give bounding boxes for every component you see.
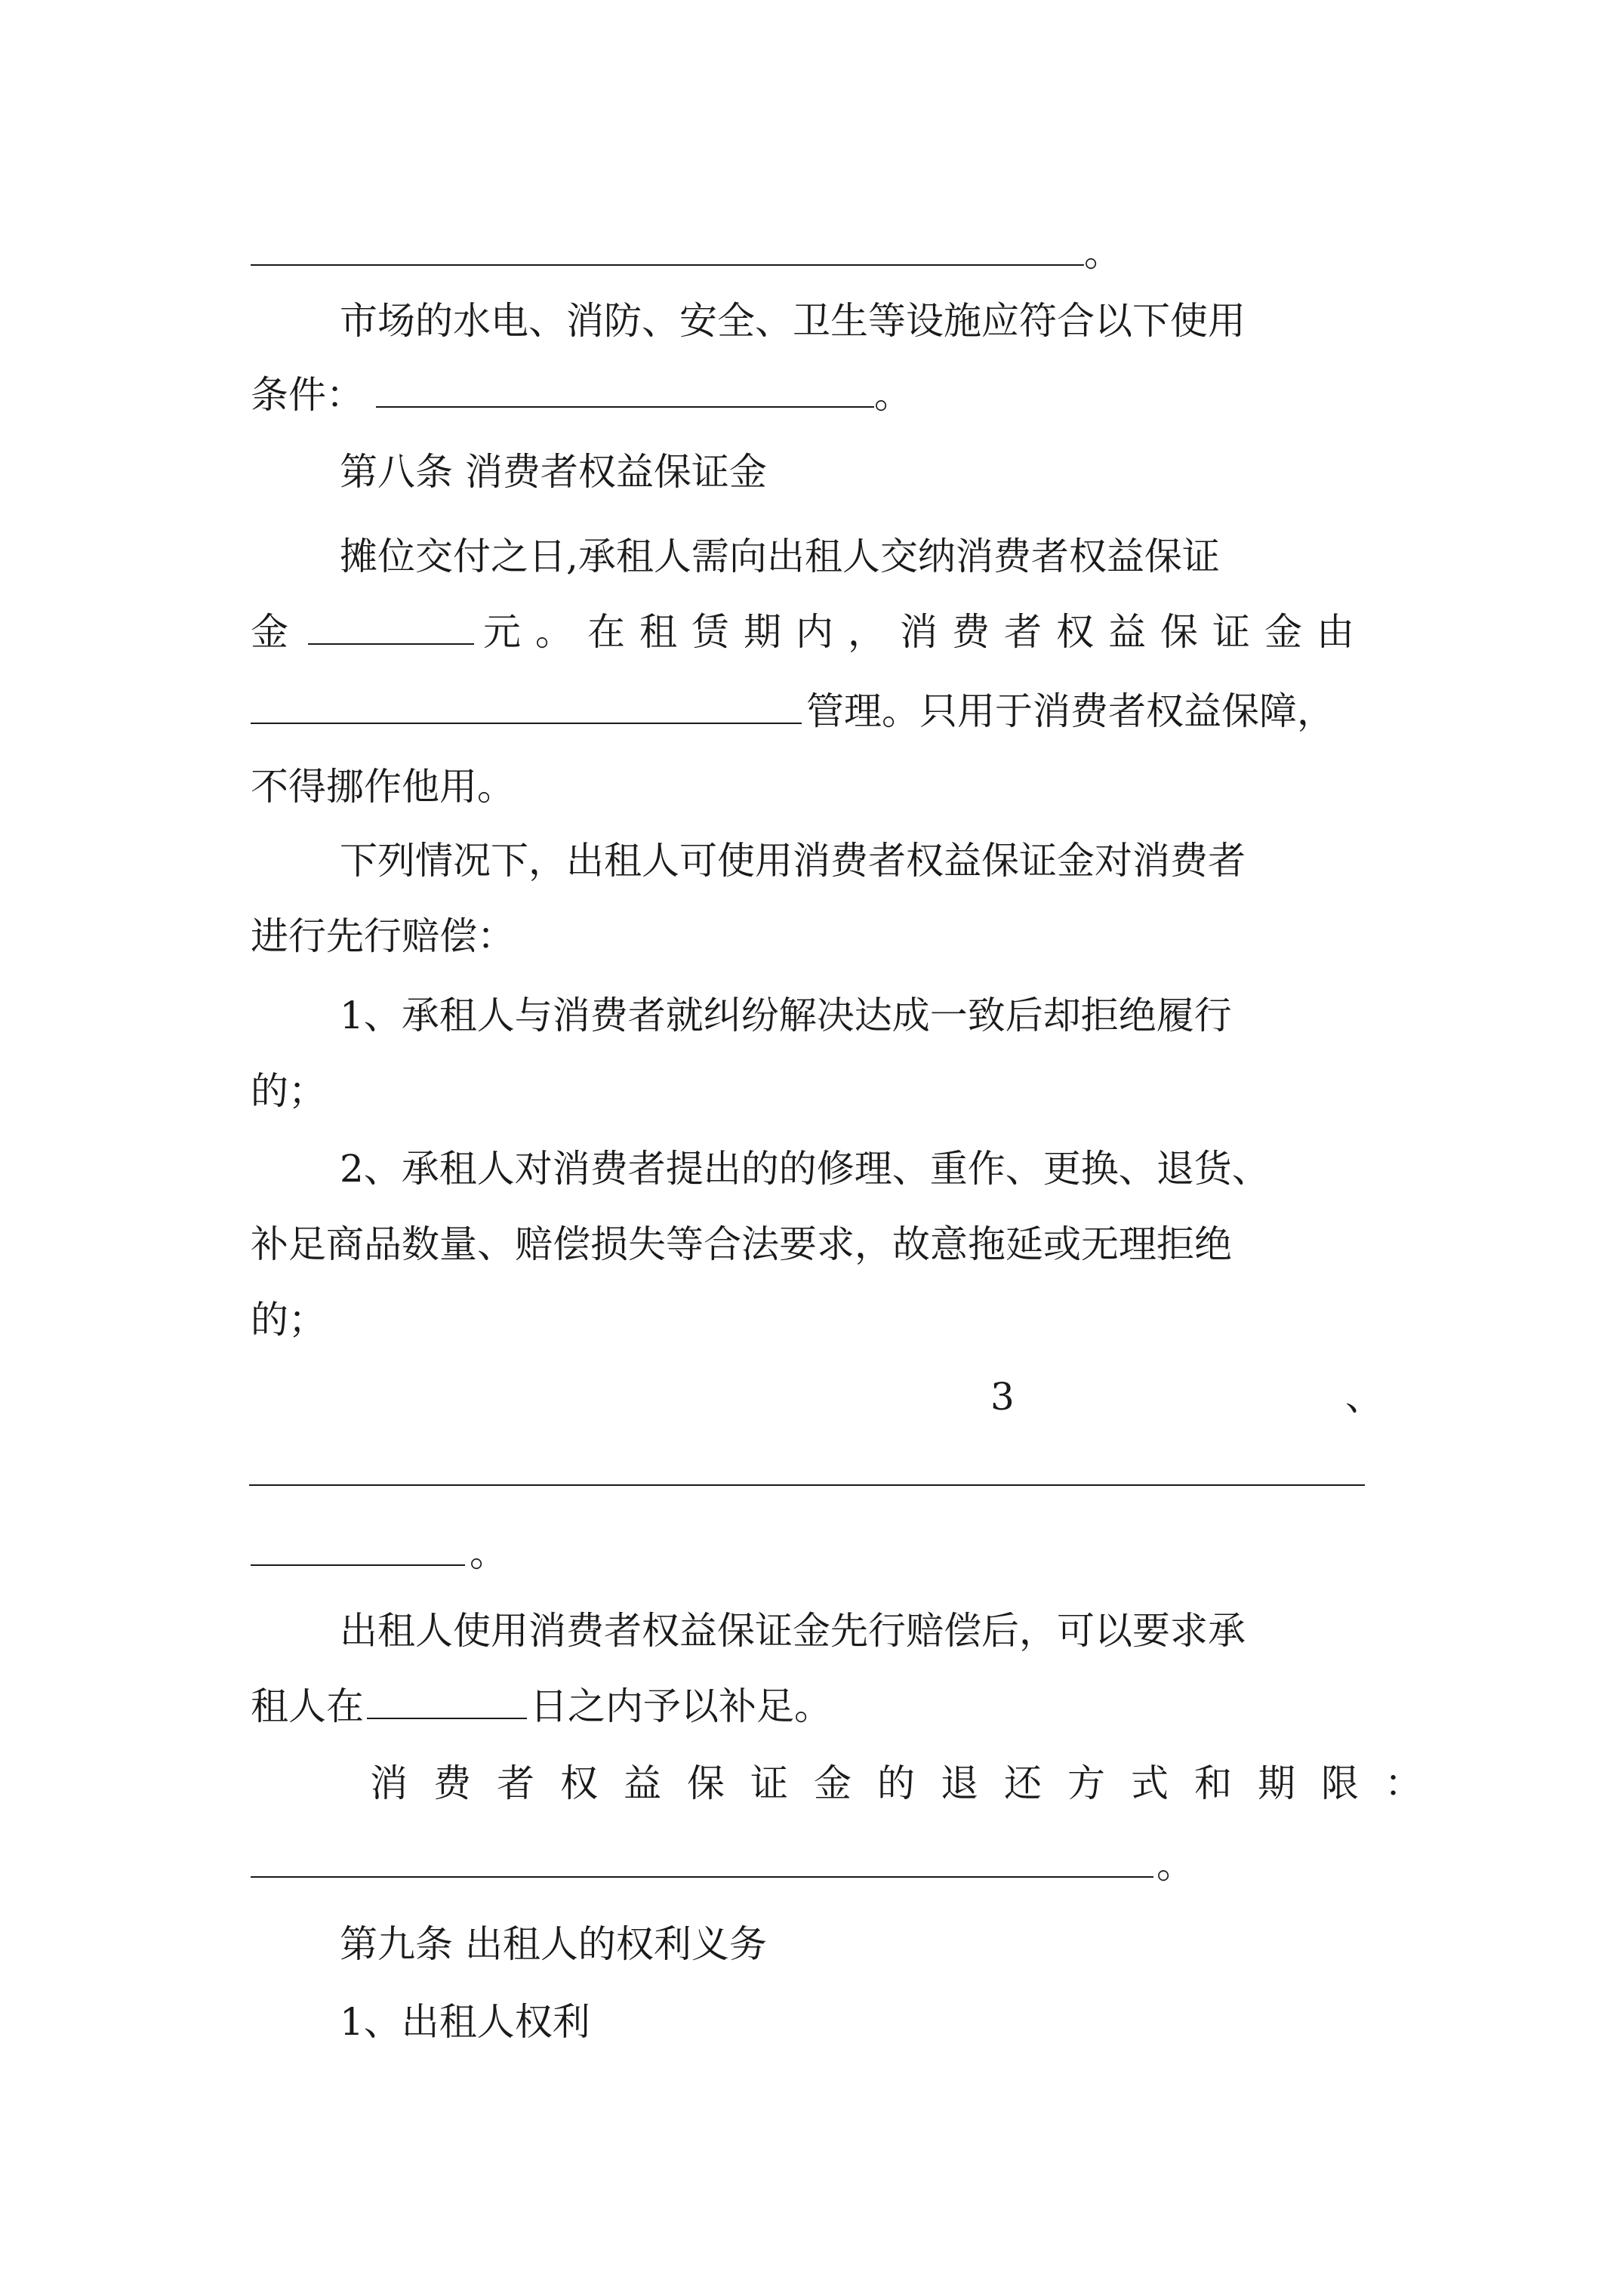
- text: 条件：: [251, 373, 364, 417]
- list-item: [340, 1131, 1398, 1207]
- list-item: [340, 1984, 1398, 2060]
- paragraph-line: [251, 357, 1398, 433]
- text: 的；: [251, 1298, 326, 1342]
- paragraph-line: [251, 749, 1398, 824]
- paragraph-line: [251, 1669, 1398, 1744]
- paragraph-line: [340, 519, 1398, 594]
- text: 消费者权益保证金的退还方式和期限：: [370, 1761, 1448, 1805]
- paragraph-line: [251, 1053, 1398, 1129]
- text: 下列情况下，出租人可使用消费者权益保证金对消费者: [340, 839, 1246, 883]
- paragraph-line: [251, 1827, 1398, 1903]
- fill-in-blank[interactable]: [251, 220, 1084, 266]
- paragraph-line: [340, 823, 1398, 898]
- text: 日之内予以补足。: [530, 1684, 832, 1728]
- text: 补足商品数量、赔偿损失等合法要求，故意拖延或无理拒绝: [251, 1222, 1232, 1266]
- text: 1、承租人与消费者就纠纷解决达成一致后却拒绝履行: [340, 994, 1232, 1037]
- paragraph-line: [251, 1515, 1398, 1591]
- text: 管理。只用于消费者权益保障，: [806, 689, 1335, 733]
- section-heading: [340, 1906, 1398, 1982]
- paragraph-line: [251, 673, 1398, 749]
- paragraph-line: [251, 898, 1398, 974]
- text: 元。在租赁期内，消费者权益保证金由: [483, 610, 1369, 654]
- text: 金: [251, 610, 288, 654]
- text: 第九条 出租人的权利义务: [340, 1922, 767, 1966]
- text: 不得挪作他用。: [251, 765, 515, 809]
- fill-in-blank[interactable]: [251, 1832, 1153, 1878]
- text: 摊位交付之日,承租人需向出租人交纳消费者权益保证: [340, 535, 1220, 578]
- section-heading: [340, 434, 1398, 510]
- fill-in-blank[interactable]: [251, 679, 802, 724]
- text: 进行先行赔偿：: [251, 914, 515, 958]
- text: 的；: [251, 1069, 326, 1113]
- paragraph-line: [251, 1207, 1398, 1282]
- text: 。: [1084, 231, 1122, 275]
- fill-in-blank[interactable]: [367, 1674, 527, 1719]
- list-item: [340, 978, 1398, 1053]
- paragraph-line: [340, 283, 1398, 359]
- text: 1、出租人权利: [340, 2000, 590, 2044]
- list-item: [251, 1359, 1398, 1435]
- text: 。: [470, 1531, 507, 1575]
- text: 、: [1345, 1375, 1383, 1419]
- paragraph-line: [370, 1746, 1448, 1821]
- fill-in-blank[interactable]: [251, 1521, 465, 1566]
- list-number: 3: [990, 1375, 1015, 1419]
- paragraph-line: [251, 1282, 1398, 1358]
- text: 。: [1156, 1843, 1194, 1887]
- text: 。: [874, 373, 912, 417]
- fill-in-blank[interactable]: [376, 362, 874, 408]
- text: 2、承租人对消费者提出的的修理、重作、更换、退货、: [340, 1147, 1270, 1191]
- text: 市场的水电、消防、安全、卫生等设施应符合以下使用: [340, 299, 1246, 343]
- text: 租人在: [251, 1684, 364, 1728]
- paragraph-line: [251, 594, 1398, 670]
- text: 第八条 消费者权益保证金: [340, 450, 767, 494]
- paragraph-line: [251, 215, 1398, 291]
- text: 出租人使用消费者权益保证金先行赔偿后，可以要求承: [340, 1609, 1246, 1653]
- fill-in-blank[interactable]: [249, 1484, 1365, 1486]
- paragraph-line: [340, 1593, 1398, 1669]
- fill-in-blank[interactable]: [308, 599, 474, 645]
